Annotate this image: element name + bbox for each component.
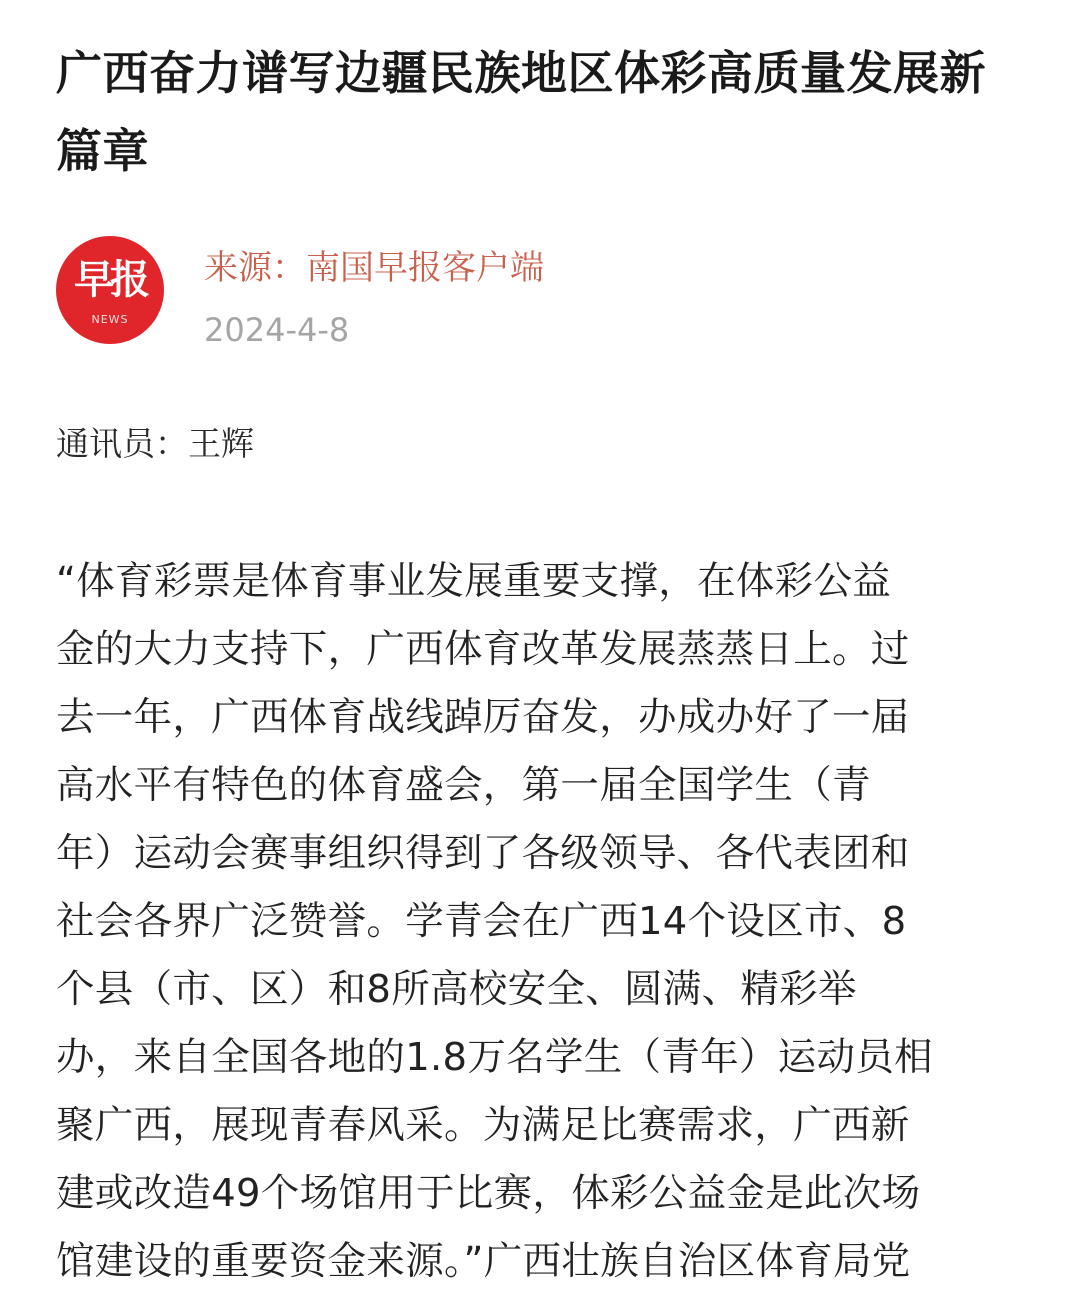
body-line: 聚广西，展现青春风采。为满足比赛需求，广西新: [56, 1103, 910, 1148]
body-line: 年）运动会赛事组织得到了各级领导、各代表团和: [56, 831, 910, 876]
body-line: 高水平有特色的体育盛会，第一届全国学生（青: [56, 763, 871, 808]
publish-date: 2024-4-8: [204, 311, 350, 349]
body-line: 建或改造49个场馆用于比赛，体彩公益金是此次场: [56, 1171, 921, 1216]
article-body: [56, 548, 1028, 1296]
body-line: 办，来自全国各地的1.8万名学生（青年）运动员相: [56, 1035, 933, 1080]
newspaper-logo: [56, 236, 164, 344]
logo-text: 早报: [74, 257, 146, 303]
source-name[interactable]: 来源：南国早报客户端: [204, 248, 544, 288]
body-line: 去一年，广西体育战线踔厉奋发，办成办好了一届: [56, 695, 910, 740]
source-block: [56, 236, 1028, 356]
logo-subtext: NEWS: [91, 313, 129, 326]
body-line: “体育彩票是体育事业发展重要支撑，在体彩公益: [56, 559, 892, 604]
body-line: 社会各界广泛赞誉。学青会在广西14个设区市、8: [56, 899, 907, 944]
body-line: 金的大力支持下，广西体育改革发展蒸蒸日上。过: [56, 627, 910, 672]
body-line: 个县（市、区）和8所高校安全、圆满、精彩举: [56, 967, 857, 1012]
body-line: 馆建设的重要资金来源。”广西壮族自治区体育局党: [56, 1239, 911, 1284]
byline: 通讯员：王辉: [56, 424, 254, 463]
article-title: 广西奋力谱写边疆民族地区体彩高质量发展新篇章: [56, 46, 986, 178]
